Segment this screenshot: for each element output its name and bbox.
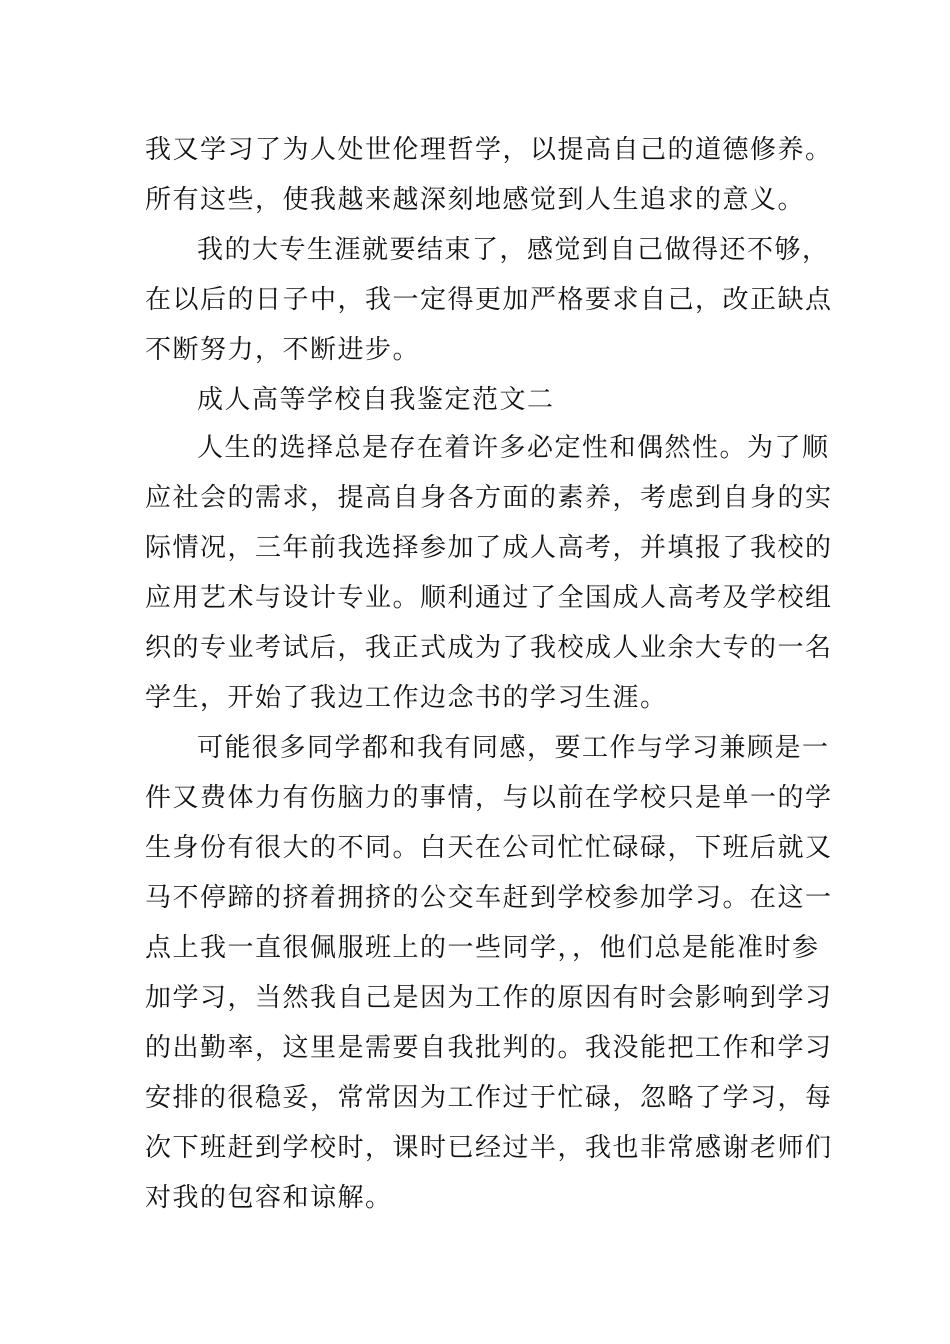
text-line: 安排的很稳妥，常常因为工作过于忙碌，忽略了学习，每 bbox=[145, 1083, 833, 1113]
text-line: 点上我一直很佩服班上的一些同学，，他们总是能准时参 bbox=[145, 933, 820, 963]
text-line: 生身份有很大的不同。白天在公司忙忙碌碌，下班后就又 bbox=[145, 833, 833, 863]
text-line: 对我的包容和谅解。 bbox=[145, 1183, 393, 1213]
text-line: 的出勤率，这里是需要自我批判的。我没能把工作和学习 bbox=[145, 1033, 833, 1063]
paragraph-first-line: 可能很多同学都和我有同感，要工作与学习兼顾是一 bbox=[197, 733, 830, 763]
text-line: 件又费体力有伤脑力的事情，与以前在学校只是单一的学 bbox=[145, 783, 833, 813]
paragraph-first-line: 人生的选择总是存在着许多必定性和偶然性。为了顺 bbox=[197, 433, 830, 463]
text-line: 应用艺术与设计专业。顺利通过了全国成人高考及学校组 bbox=[145, 583, 833, 613]
text-line: 所有这些，使我越来越深刻地感觉到人生追求的意义。 bbox=[145, 185, 806, 215]
text-line: 不断努力，不断进步。 bbox=[145, 335, 421, 365]
paragraph-first-line: 我的大专生涯就要结束了，感觉到自己做得还不够， bbox=[197, 235, 830, 265]
text-line: 际情况，三年前我选择参加了成人高考，并填报了我校的 bbox=[145, 533, 833, 563]
text-line: 我又学习了为人处世伦理哲学，以提高自己的道德修养。 bbox=[145, 135, 833, 165]
text-line: 应社会的需求，提高自身各方面的素养，考虑到自身的实 bbox=[145, 483, 833, 513]
text-line: 加学习，当然我自己是因为工作的原因有时会影响到学习 bbox=[145, 983, 833, 1013]
text-line: 次下班赶到学校时，课时已经过半，我也非常感谢老师们 bbox=[145, 1133, 833, 1163]
section-heading: 成人高等学校自我鉴定范文二 bbox=[197, 385, 555, 415]
text-line: 织的专业考试后，我正式成为了我校成人业余大专的一名 bbox=[145, 633, 833, 663]
text-line: 在以后的日子中，我一定得更加严格要求自己，改正缺点 bbox=[145, 285, 833, 315]
text-line: 马不停蹄的挤着拥挤的公交车赶到学校参加学习。在这一 bbox=[145, 883, 833, 913]
text-line: 学生，开始了我边工作边念书的学习生涯。 bbox=[145, 683, 668, 713]
